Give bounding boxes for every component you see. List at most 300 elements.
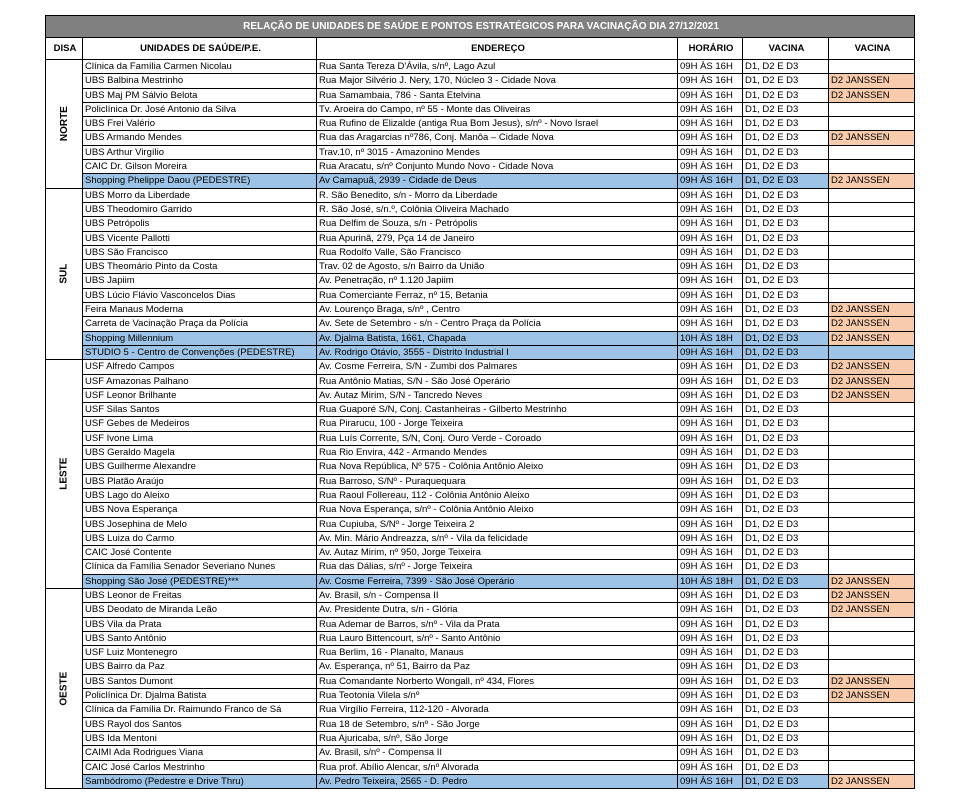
- vaccine-cell: D1, D2 E D3: [743, 117, 829, 131]
- unit-cell: Policlínica Dr. José Antonio da Silva: [83, 102, 317, 116]
- header-unit: UNIDADES DE SAÚDE/P.E.: [83, 38, 317, 60]
- hours-cell: 09H ÀS 16H: [678, 388, 743, 402]
- table-row: [46, 517, 915, 531]
- unit-cell: UBS Ida Mentoni: [83, 731, 317, 745]
- hours-cell: 09H ÀS 16H: [678, 260, 743, 274]
- table-row: [46, 217, 915, 231]
- hours-cell: 09H ÀS 16H: [678, 603, 743, 617]
- hours-cell: 09H ÀS 16H: [678, 774, 743, 788]
- address-cell: Rua Ajuricaba, s/nº, São Jorge: [317, 731, 678, 745]
- table-row: [46, 245, 915, 259]
- unit-cell: Shopping Millennium: [83, 331, 317, 345]
- hours-cell: 09H ÀS 16H: [678, 746, 743, 760]
- address-cell: Av. Cosme Ferreira, S/N - Zumbi dos Palmares: [317, 360, 678, 374]
- address-cell: Rua Apurinã, 279, Pça 14 de Janeiro: [317, 231, 678, 245]
- address-cell: Rua Guaporé S/N, Conj. Castanheiras - Gilberto Mestrinho: [317, 403, 678, 417]
- janssen-cell: D2 JANSSEN: [829, 74, 915, 88]
- hours-cell: 09H ÀS 16H: [678, 488, 743, 502]
- janssen-cell: D2 JANSSEN: [829, 317, 915, 331]
- hours-cell: 09H ÀS 16H: [678, 174, 743, 188]
- janssen-cell: [829, 631, 915, 645]
- unit-cell: UBS Balbina Mestrinho: [83, 74, 317, 88]
- address-cell: Av. Autaz Mirim, nº 950, Jorge Teixeira: [317, 546, 678, 560]
- vaccine-cell: D1, D2 E D3: [743, 145, 829, 159]
- janssen-cell: [829, 145, 915, 159]
- janssen-cell: [829, 288, 915, 302]
- vaccine-cell: D1, D2 E D3: [743, 202, 829, 216]
- hours-cell: 09H ÀS 16H: [678, 503, 743, 517]
- janssen-cell: [829, 703, 915, 717]
- address-cell: Rua Santa Tereza D'Ávila, s/nº, Lago Azul: [317, 60, 678, 74]
- address-cell: Av. Rodrigo Otávio, 3555 - Distrito Industrial I: [317, 345, 678, 359]
- vaccine-cell: D1, D2 E D3: [743, 88, 829, 102]
- address-cell: Rua 18 de Setembro, s/nº - São Jorge: [317, 717, 678, 731]
- table-row: [46, 588, 915, 602]
- address-cell: Rua Teotonia Vilela s/nº: [317, 689, 678, 703]
- table-row: [46, 274, 915, 288]
- vaccine-cell: D1, D2 E D3: [743, 446, 829, 460]
- vaccine-cell: D1, D2 E D3: [743, 546, 829, 560]
- unit-cell: USF Luiz Montenegro: [83, 646, 317, 660]
- unit-cell: USF Leonor Brilhante: [83, 388, 317, 402]
- janssen-cell: D2 JANSSEN: [829, 303, 915, 317]
- header-vaccine-2: VACINA: [829, 38, 915, 60]
- vaccine-cell: D1, D2 E D3: [743, 245, 829, 259]
- hours-cell: 09H ÀS 16H: [678, 202, 743, 216]
- table-row: [46, 446, 915, 460]
- table-row: [46, 474, 915, 488]
- vaccine-cell: D1, D2 E D3: [743, 317, 829, 331]
- vaccine-cell: D1, D2 E D3: [743, 431, 829, 445]
- disa-label: OESTE: [58, 671, 70, 706]
- hours-cell: 09H ÀS 16H: [678, 588, 743, 602]
- vaccine-cell: D1, D2 E D3: [743, 760, 829, 774]
- address-cell: Rua Samambaia, 786 - Santa Etelvina: [317, 88, 678, 102]
- hours-cell: 09H ÀS 16H: [678, 160, 743, 174]
- hours-cell: 09H ÀS 16H: [678, 631, 743, 645]
- table-row: [46, 460, 915, 474]
- vaccine-cell: D1, D2 E D3: [743, 102, 829, 116]
- hours-cell: 09H ÀS 16H: [678, 474, 743, 488]
- vaccine-cell: D1, D2 E D3: [743, 731, 829, 745]
- address-cell: Trav.10, nº 3015 - Amazonino Mendes: [317, 145, 678, 159]
- address-cell: R. São José, s/n.º, Colônia Oliveira Machado: [317, 202, 678, 216]
- hours-cell: 09H ÀS 16H: [678, 403, 743, 417]
- vaccine-cell: D1, D2 E D3: [743, 703, 829, 717]
- vaccine-cell: D1, D2 E D3: [743, 503, 829, 517]
- vaccine-cell: D1, D2 E D3: [743, 331, 829, 345]
- vaccine-cell: D1, D2 E D3: [743, 674, 829, 688]
- unit-cell: UBS Japiim: [83, 274, 317, 288]
- hours-cell: 09H ÀS 16H: [678, 431, 743, 445]
- unit-cell: UBS Deodato de Miranda Leão: [83, 603, 317, 617]
- unit-cell: UBS Vicente Pallotti: [83, 231, 317, 245]
- unit-cell: Shopping São José (PEDESTRE)***: [83, 574, 317, 588]
- address-cell: Av. Autaz Mirim, S/N - Tancredo Neves: [317, 388, 678, 402]
- unit-cell: UBS Geraldo Magela: [83, 446, 317, 460]
- address-cell: Rua Antônio Matias, S/N - São José Operário: [317, 374, 678, 388]
- sheet-title: RELAÇÃO DE UNIDADES DE SAÚDE E PONTOS ESTRATÉGICOS PARA VACINAÇÃO DIA 27/12/2021: [46, 16, 915, 38]
- unit-cell: Policlínica Dr. Djalma Batista: [83, 689, 317, 703]
- address-cell: Rua das Dálias, s/nº - Jorge Teixeira: [317, 560, 678, 574]
- disa-label: NORTE: [58, 106, 70, 142]
- unit-cell: USF Ivone Lima: [83, 431, 317, 445]
- vaccination-table: [45, 15, 915, 789]
- vaccine-cell: D1, D2 E D3: [743, 217, 829, 231]
- janssen-cell: D2 JANSSEN: [829, 88, 915, 102]
- janssen-cell: D2 JANSSEN: [829, 360, 915, 374]
- hours-cell: 09H ÀS 16H: [678, 131, 743, 145]
- janssen-cell: [829, 60, 915, 74]
- table-row: [46, 288, 915, 302]
- address-cell: Av. Esperança, nº 51, Bairro da Paz: [317, 660, 678, 674]
- janssen-cell: [829, 660, 915, 674]
- vaccine-cell: D1, D2 E D3: [743, 588, 829, 602]
- table-row: [46, 574, 915, 588]
- hours-cell: 09H ÀS 16H: [678, 517, 743, 531]
- address-cell: Tv. Aroeira do Campo, nº 55 - Monte das Oliveiras: [317, 102, 678, 116]
- address-cell: Rua Aracatu, s/nº Conjunto Mundo Novo - Cidade Nova: [317, 160, 678, 174]
- address-cell: Rua Delfim de Souza, s/n - Petrópolis: [317, 217, 678, 231]
- address-cell: Av. Pedro Teixeira, 2565 - D. Pedro: [317, 774, 678, 788]
- vaccine-cell: D1, D2 E D3: [743, 174, 829, 188]
- table-row: [46, 431, 915, 445]
- unit-cell: UBS Leonor de Freitas: [83, 588, 317, 602]
- hours-cell: 09H ÀS 16H: [678, 231, 743, 245]
- janssen-cell: [829, 617, 915, 631]
- janssen-cell: [829, 274, 915, 288]
- header-hours: HORÁRIO: [678, 38, 743, 60]
- table-row: [46, 560, 915, 574]
- address-cell: Av. Penetração, nº 1.120 Japiim: [317, 274, 678, 288]
- address-cell: Rua Pirarucu, 100 - Jorge Teixeira: [317, 417, 678, 431]
- table-row: [46, 117, 915, 131]
- unit-cell: CAIC José Carlos Mestrinho: [83, 760, 317, 774]
- janssen-cell: [829, 260, 915, 274]
- address-cell: Rua Virgílio Ferreira, 112-120 - Alvorada: [317, 703, 678, 717]
- vaccine-cell: D1, D2 E D3: [743, 288, 829, 302]
- hours-cell: 09H ÀS 16H: [678, 617, 743, 631]
- vaccine-cell: D1, D2 E D3: [743, 617, 829, 631]
- address-cell: Rua Rufino de Elizalde (antiga Rua Bom Jesus), s/nº - Novo Israel: [317, 117, 678, 131]
- address-cell: Rua Nova Esperança, s/nº - Colônia Antônio Aleixo: [317, 503, 678, 517]
- disa-label: SUL: [58, 263, 70, 284]
- unit-cell: UBS Nova Esperança: [83, 503, 317, 517]
- table-row: [46, 145, 915, 159]
- hours-cell: 09H ÀS 16H: [678, 188, 743, 202]
- address-cell: Rua Raoul Follereau, 112 - Colônia Antônio Aleixo: [317, 488, 678, 502]
- hours-cell: 10H ÀS 18H: [678, 331, 743, 345]
- hours-cell: 09H ÀS 16H: [678, 531, 743, 545]
- vaccine-cell: D1, D2 E D3: [743, 403, 829, 417]
- header-row: [46, 38, 915, 60]
- vaccine-cell: D1, D2 E D3: [743, 774, 829, 788]
- hours-cell: 09H ÀS 16H: [678, 360, 743, 374]
- unit-cell: CAIC José Contente: [83, 546, 317, 560]
- janssen-cell: [829, 488, 915, 502]
- table-row: [46, 345, 915, 359]
- janssen-cell: [829, 531, 915, 545]
- janssen-cell: [829, 460, 915, 474]
- table-row: [46, 488, 915, 502]
- header-disa: DISA: [46, 38, 83, 60]
- unit-cell: Carreta de Vacinação Praça da Polícia: [83, 317, 317, 331]
- janssen-cell: D2 JANSSEN: [829, 174, 915, 188]
- header-vaccine: VACINA: [743, 38, 829, 60]
- vaccine-cell: D1, D2 E D3: [743, 160, 829, 174]
- vaccine-cell: D1, D2 E D3: [743, 488, 829, 502]
- unit-cell: UBS Vila da Prata: [83, 617, 317, 631]
- vaccine-cell: D1, D2 E D3: [743, 360, 829, 374]
- vaccine-cell: D1, D2 E D3: [743, 560, 829, 574]
- unit-cell: UBS Lúcio Flávio Vasconcelos Dias: [83, 288, 317, 302]
- disa-cell: [46, 60, 83, 189]
- janssen-cell: [829, 474, 915, 488]
- unit-cell: UBS Petrópolis: [83, 217, 317, 231]
- unit-cell: UBS Arthur Virgílio: [83, 145, 317, 159]
- janssen-cell: D2 JANSSEN: [829, 603, 915, 617]
- unit-cell: USF Silas Santos: [83, 403, 317, 417]
- unit-cell: Clínica da Família Dr. Raimundo Franco de Sá: [83, 703, 317, 717]
- vaccine-cell: D1, D2 E D3: [743, 74, 829, 88]
- hours-cell: 09H ÀS 16H: [678, 145, 743, 159]
- unit-cell: UBS Rayol dos Santos: [83, 717, 317, 731]
- address-cell: Rua Ademar de Barros, s/nº - Vila da Prata: [317, 617, 678, 631]
- unit-cell: UBS Theomário Pinto da Costa: [83, 260, 317, 274]
- table-row: [46, 531, 915, 545]
- address-cell: Rua Berlim, 16 - Planalto, Manaus: [317, 646, 678, 660]
- janssen-cell: [829, 503, 915, 517]
- unit-cell: Clínica da Família Carmen Nicolau: [83, 60, 317, 74]
- vaccine-cell: D1, D2 E D3: [743, 631, 829, 645]
- unit-cell: UBS Morro da Liberdade: [83, 188, 317, 202]
- vaccine-cell: D1, D2 E D3: [743, 603, 829, 617]
- vaccine-cell: D1, D2 E D3: [743, 517, 829, 531]
- janssen-cell: [829, 345, 915, 359]
- janssen-cell: D2 JANSSEN: [829, 131, 915, 145]
- janssen-cell: [829, 760, 915, 774]
- table-row: [46, 60, 915, 74]
- janssen-cell: D2 JANSSEN: [829, 374, 915, 388]
- janssen-cell: D2 JANSSEN: [829, 689, 915, 703]
- table-row: [46, 303, 915, 317]
- address-cell: Av. Lourenço Braga, s/nº , Centro: [317, 303, 678, 317]
- vaccine-cell: D1, D2 E D3: [743, 746, 829, 760]
- unit-cell: UBS Lago do Aleixo: [83, 488, 317, 502]
- address-cell: Rua Comandante Norberto Wongall, nº 434, Flores: [317, 674, 678, 688]
- janssen-cell: [829, 431, 915, 445]
- janssen-cell: [829, 446, 915, 460]
- table-row: [46, 317, 915, 331]
- header-address: ENDEREÇO: [317, 38, 678, 60]
- table-row: [46, 102, 915, 116]
- hours-cell: 09H ÀS 16H: [678, 374, 743, 388]
- unit-cell: CAIMI Ada Rodrigues Viana: [83, 746, 317, 760]
- table-row: [46, 760, 915, 774]
- hours-cell: 09H ÀS 16H: [678, 417, 743, 431]
- table-row: [46, 202, 915, 216]
- hours-cell: 09H ÀS 16H: [678, 345, 743, 359]
- unit-cell: UBS Armando Mendes: [83, 131, 317, 145]
- address-cell: Av. Brasil, s/nº - Compensa II: [317, 746, 678, 760]
- unit-cell: CAIC Dr. Gilson Moreira: [83, 160, 317, 174]
- table-row: [46, 88, 915, 102]
- janssen-cell: [829, 517, 915, 531]
- vaccine-cell: D1, D2 E D3: [743, 646, 829, 660]
- hours-cell: 09H ÀS 16H: [678, 88, 743, 102]
- janssen-cell: [829, 245, 915, 259]
- hours-cell: 09H ÀS 16H: [678, 660, 743, 674]
- vaccine-cell: D1, D2 E D3: [743, 274, 829, 288]
- vaccine-cell: D1, D2 E D3: [743, 574, 829, 588]
- janssen-cell: [829, 202, 915, 216]
- janssen-cell: [829, 417, 915, 431]
- vaccine-cell: D1, D2 E D3: [743, 131, 829, 145]
- janssen-cell: D2 JANSSEN: [829, 774, 915, 788]
- address-cell: Av. Sete de Setembro - s/n - Centro Praça da Polícia: [317, 317, 678, 331]
- janssen-cell: [829, 746, 915, 760]
- unit-cell: USF Alfredo Campos: [83, 360, 317, 374]
- janssen-cell: [829, 403, 915, 417]
- table-row: [46, 74, 915, 88]
- unit-cell: UBS Guilherme Alexandre: [83, 460, 317, 474]
- address-cell: Rua Major Silvério J. Nery, 170, Núcleo 3 - Cidade Nova: [317, 74, 678, 88]
- title-row: [46, 16, 915, 38]
- address-cell: Av. Brasil, s/n - Compensa II: [317, 588, 678, 602]
- address-cell: Av. Min. Mário Andreazza, s/nº - Vila da felicidade: [317, 531, 678, 545]
- vaccine-cell: D1, D2 E D3: [743, 60, 829, 74]
- address-cell: Rua Rio Envira, 442 - Armando Mendes: [317, 446, 678, 460]
- address-cell: Av. Presidente Dutra, s/n - Glória: [317, 603, 678, 617]
- janssen-cell: D2 JANSSEN: [829, 674, 915, 688]
- address-cell: Trav. 02 de Agosto, s/n Bairro da União: [317, 260, 678, 274]
- table-row: [46, 731, 915, 745]
- address-cell: Av. Djalma Batista, 1661, Chapada: [317, 331, 678, 345]
- janssen-cell: [829, 560, 915, 574]
- table-row: [46, 417, 915, 431]
- hours-cell: 09H ÀS 16H: [678, 288, 743, 302]
- vaccine-cell: D1, D2 E D3: [743, 689, 829, 703]
- janssen-cell: [829, 117, 915, 131]
- unit-cell: UBS Luiza do Carmo: [83, 531, 317, 545]
- table-row: [46, 131, 915, 145]
- janssen-cell: D2 JANSSEN: [829, 574, 915, 588]
- table-row: [46, 331, 915, 345]
- vaccine-cell: D1, D2 E D3: [743, 474, 829, 488]
- hours-cell: 09H ÀS 16H: [678, 560, 743, 574]
- address-cell: Av. Cosme Ferreira, 7399 - São José Operário: [317, 574, 678, 588]
- vaccine-cell: D1, D2 E D3: [743, 417, 829, 431]
- vaccine-cell: D1, D2 E D3: [743, 260, 829, 274]
- table-row: [46, 503, 915, 517]
- hours-cell: 09H ÀS 16H: [678, 689, 743, 703]
- table-row: [46, 703, 915, 717]
- hours-cell: 09H ÀS 16H: [678, 731, 743, 745]
- janssen-cell: [829, 160, 915, 174]
- address-cell: Rua Cupiuba, S/Nº - Jorge Teixeira 2: [317, 517, 678, 531]
- janssen-cell: D2 JANSSEN: [829, 588, 915, 602]
- unit-cell: UBS Frei Valério: [83, 117, 317, 131]
- table-row: [46, 689, 915, 703]
- janssen-cell: D2 JANSSEN: [829, 331, 915, 345]
- hours-cell: 09H ÀS 16H: [678, 117, 743, 131]
- hours-cell: 09H ÀS 16H: [678, 446, 743, 460]
- disa-cell: [46, 360, 83, 589]
- unit-cell: Shopping Phelippe Daou (PEDESTRE): [83, 174, 317, 188]
- unit-cell: UBS Theodomiro Garrido: [83, 202, 317, 216]
- table-row: [46, 631, 915, 645]
- table-row: [46, 646, 915, 660]
- address-cell: Rua prof. Abílio Alencar, s/nº Alvorada: [317, 760, 678, 774]
- table-row: [46, 746, 915, 760]
- unit-cell: UBS Maj PM Sálvio Belota: [83, 88, 317, 102]
- table-row: [46, 188, 915, 202]
- address-cell: Rua Nova República, Nº 575 - Colônia Antônio Aleixo: [317, 460, 678, 474]
- hours-cell: 09H ÀS 16H: [678, 303, 743, 317]
- table-row: [46, 546, 915, 560]
- hours-cell: 09H ÀS 16H: [678, 546, 743, 560]
- disa-cell: [46, 188, 83, 360]
- table-row: [46, 260, 915, 274]
- table-row: [46, 674, 915, 688]
- table-row: [46, 603, 915, 617]
- hours-cell: 09H ÀS 16H: [678, 217, 743, 231]
- table-row: [46, 360, 915, 374]
- unit-cell: USF Amazonas Palhano: [83, 374, 317, 388]
- vaccine-cell: D1, D2 E D3: [743, 660, 829, 674]
- janssen-cell: [829, 231, 915, 245]
- disa-label: LESTE: [58, 457, 70, 491]
- janssen-cell: [829, 731, 915, 745]
- address-cell: Rua Rodolfo Valle, São Francisco: [317, 245, 678, 259]
- hours-cell: 09H ÀS 16H: [678, 703, 743, 717]
- unit-cell: Clínica da Família Senador Severiano Nunes: [83, 560, 317, 574]
- hours-cell: 09H ÀS 16H: [678, 245, 743, 259]
- table-row: [46, 160, 915, 174]
- table-row: [46, 174, 915, 188]
- address-cell: R. São Benedito, s/n - Morro da Liberdade: [317, 188, 678, 202]
- hours-cell: 10H ÀS 18H: [678, 574, 743, 588]
- unit-cell: UBS Platão Araújo: [83, 474, 317, 488]
- unit-cell: UBS Bairro da Paz: [83, 660, 317, 674]
- vaccine-cell: D1, D2 E D3: [743, 374, 829, 388]
- table-row: [46, 717, 915, 731]
- vaccine-cell: D1, D2 E D3: [743, 303, 829, 317]
- vaccine-cell: D1, D2 E D3: [743, 345, 829, 359]
- disa-cell: [46, 588, 83, 788]
- hours-cell: 09H ÀS 16H: [678, 317, 743, 331]
- hours-cell: 09H ÀS 16H: [678, 717, 743, 731]
- hours-cell: 09H ÀS 16H: [678, 274, 743, 288]
- address-cell: Rua Barroso, S/Nº - Puraquequara: [317, 474, 678, 488]
- unit-cell: Sambódromo (Pedestre e Drive Thru): [83, 774, 317, 788]
- table-row: [46, 403, 915, 417]
- vaccine-cell: D1, D2 E D3: [743, 531, 829, 545]
- hours-cell: 09H ÀS 16H: [678, 674, 743, 688]
- unit-cell: STUDIO 5 - Centro de Convenções (PEDESTRE): [83, 345, 317, 359]
- table-row: [46, 388, 915, 402]
- vaccine-cell: D1, D2 E D3: [743, 388, 829, 402]
- address-cell: Rua Lauro Bittencourt, s/nº - Santo Antônio: [317, 631, 678, 645]
- hours-cell: 09H ÀS 16H: [678, 74, 743, 88]
- janssen-cell: [829, 188, 915, 202]
- hours-cell: 09H ÀS 16H: [678, 646, 743, 660]
- table-row: [46, 774, 915, 788]
- hours-cell: 09H ÀS 16H: [678, 60, 743, 74]
- janssen-cell: [829, 717, 915, 731]
- address-cell: Rua das Aragarcias nº786, Conj. Manôa – Cidade Nova: [317, 131, 678, 145]
- janssen-cell: [829, 102, 915, 116]
